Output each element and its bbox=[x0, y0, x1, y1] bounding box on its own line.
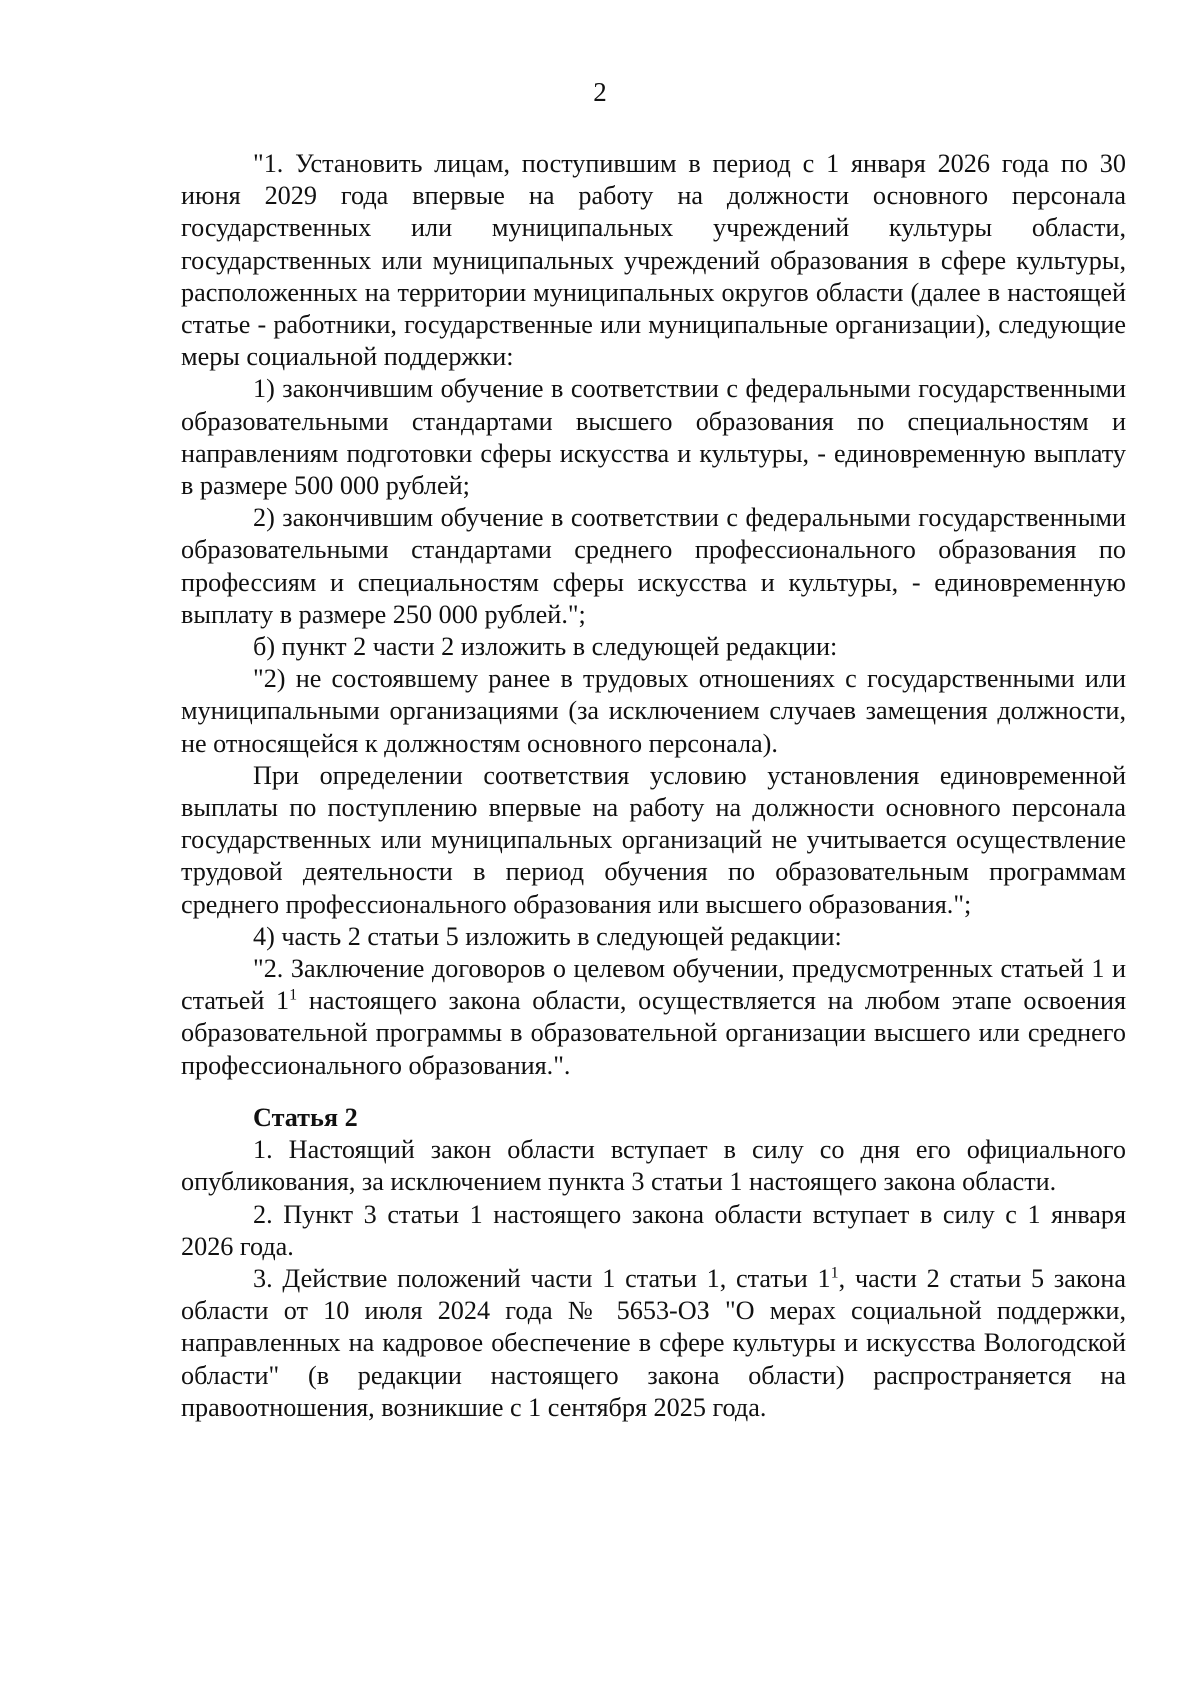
paragraph-item-1: 1) закончившим обучение в соответствии с федеральными государственными образовательными стандартами высшего образования по специальностям и направлениям подготовки сферы искусства и культуры, - единовременную выплату в размере 500 000 рублей; bbox=[181, 374, 1126, 501]
paragraph-b: б) пункт 2 части 2 изложить в следующей редакции: bbox=[253, 632, 838, 662]
page-number: 2 bbox=[593, 77, 607, 107]
article-2-item-3-part-2: , части 2 статьи 5 закона области от 10 июля 2024 года № 5653-ОЗ "О мерах социальной поддержки, направленных на кадровое обеспечение в сфере культуры и искусства Вологодской области" (в редакции настоящего закона области) распространяется на правоотношения, возникшие с 1 сентября 2025 года. bbox=[181, 1263, 1127, 1422]
paragraph-4: 4) часть 2 статьи 5 изложить в следующей редакции: bbox=[253, 921, 842, 951]
article-2-item-1: 1. Настоящий закон области вступает в силу со дня его официального опубликования, за исключением пункта 3 статьи 1 настоящего закона области. bbox=[181, 1135, 1126, 1197]
article-2-item-3-part-1: 3. Действие положений части 1 статьи 1, статьи 1 bbox=[253, 1263, 831, 1293]
paragraph-contracts bbox=[181, 953, 1126, 1082]
paragraph-contracts-part-1: "2. Заключение договоров о целевом обучении, предусмотренных статьей 1 и статьей 1 bbox=[181, 954, 1126, 1016]
superscript-ref: 1 bbox=[830, 1264, 839, 1282]
paragraph-determination: При определении соответствия условию установления единовременной выплаты по поступлению впервые на работу на должности основного персонала государственных или муниципальных организаций не учитывается осуществление трудовой деятельности в период обучения по образовательным программам среднего профессионального образования или высшего образования."; bbox=[181, 760, 1126, 919]
article-2-item-3 bbox=[181, 1263, 1126, 1424]
paragraph-measures: "1. Установить лицам, поступившим в период с 1 января 2026 года по 30 июня 2029 года впервые на работу на должности основного персонала государственных или муниципальных учреждений культуры области, государственных или муниципальных учреждений образования в сфере культуры, расположенных на территории муниципальных округов области (далее в настоящей статье - работники, государственные или муниципальные организации), следующие меры социальной поддержки: bbox=[181, 149, 1126, 372]
paragraph-contracts-part-2: настоящего закона области, осуществляется на любом этапе освоения образовательной программы в образовательной организации высшего или среднего профессионального образования.". bbox=[181, 986, 1127, 1080]
paragraph-item-2: 2) закончившим обучение в соответствии с федеральными государственными образовательными стандартами среднего профессионального образования по профессиям и специальностям сферы искусства и культуры, - единовременную выплату в размере 250 000 рублей."; bbox=[181, 503, 1126, 629]
superscript-ref: 1 bbox=[289, 986, 298, 1004]
article-2-item-2: 2. Пункт 3 статьи 1 настоящего закона области вступает в силу с 1 января 2026 года. bbox=[181, 1199, 1126, 1261]
paragraph-point-2: "2) не состоявшему ранее в трудовых отношениях с государственными или муниципальными организациями (за исключением случаев замещения должности, не относящейся к должностям основного персонала). bbox=[181, 664, 1126, 758]
document-body bbox=[181, 148, 1126, 1424]
article-2-heading: Статья 2 bbox=[253, 1102, 358, 1132]
